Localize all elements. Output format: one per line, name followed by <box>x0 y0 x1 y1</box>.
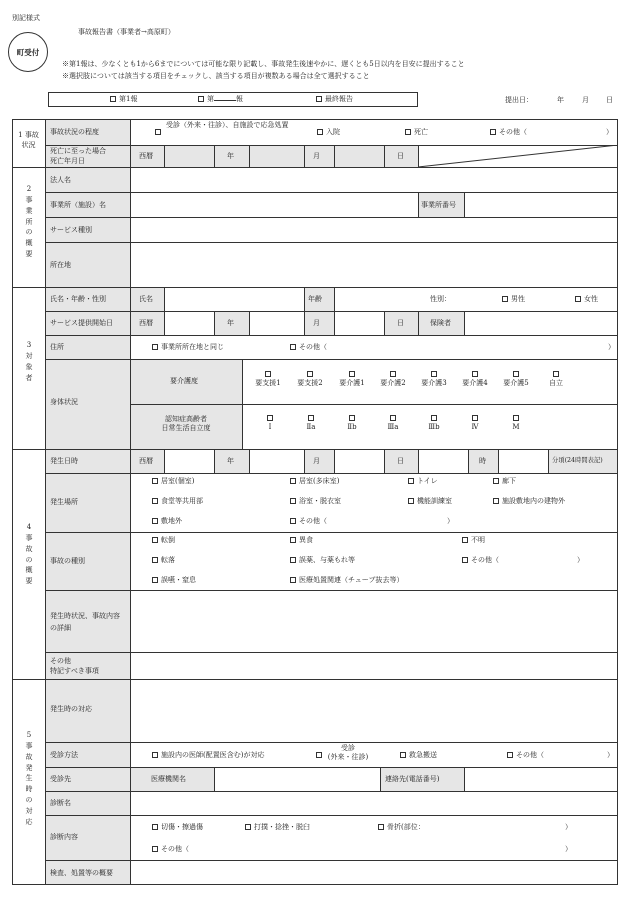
place-option[interactable]: 居室(個室) <box>152 477 194 486</box>
accident-degree-label: 事故状況の程度 <box>50 128 99 136</box>
detail-label: 発生時状況、事故内容 の詳細 <box>50 612 120 632</box>
opt-injury-label: 受診（外来・往診）、自施設で応急処置 <box>166 121 289 129</box>
type-option[interactable]: 誤薬、与薬もれ等 <box>290 556 355 565</box>
note-1: ※第1報は、少なくとも1から6までについては可能な限り記載し、事故発生後速やかに、遅くとも5日以内を目安に提出すること <box>62 60 465 68</box>
occur-era: 西暦 <box>139 457 153 465</box>
service-type-label: サービス種別 <box>50 226 92 234</box>
death-era: 西暦 <box>139 152 153 160</box>
checkbox[interactable] <box>553 371 559 377</box>
start-era: 西暦 <box>139 319 153 327</box>
checkbox[interactable] <box>349 415 355 421</box>
care-level-option[interactable]: 自立 <box>538 370 574 388</box>
care-level-option[interactable]: 要介護4 <box>457 370 493 388</box>
checkbox[interactable] <box>308 415 314 421</box>
checkbox[interactable] <box>290 478 296 484</box>
checkbox[interactable] <box>152 824 158 830</box>
method-option[interactable] <box>316 751 325 760</box>
checkbox[interactable] <box>290 537 296 543</box>
dementia-option[interactable]: Ⅲb <box>419 414 449 432</box>
diagnosis-label: 診断名 <box>50 799 71 807</box>
place-option[interactable]: 廊下 <box>493 477 516 486</box>
name-age-sex-label: 氏名・年齢・性別 <box>50 295 106 303</box>
residence-label: 住所 <box>50 343 64 351</box>
checkbox[interactable] <box>152 557 158 563</box>
care-level-option[interactable]: 要介護3 <box>416 370 452 388</box>
accident-type-label: 事故の種別 <box>50 557 85 565</box>
care-level-option[interactable]: 要介護2 <box>375 370 411 388</box>
destination-label: 受診先 <box>50 775 71 783</box>
service-start-label: サービス提供開始日 <box>50 319 113 327</box>
checkbox[interactable] <box>152 498 158 504</box>
clinic-label: 医療機関名 <box>151 775 186 783</box>
dementia-option[interactable]: Ⅳ <box>460 414 490 432</box>
opt-other[interactable]: その他（ <box>490 128 527 137</box>
checkbox[interactable] <box>290 498 296 504</box>
checkbox[interactable] <box>507 752 513 758</box>
name-label: 氏名 <box>139 295 153 303</box>
checkbox[interactable] <box>513 415 519 421</box>
dementia-label: 認知症高齢者 日常生活自立度 <box>161 415 211 433</box>
type-option[interactable]: 不明 <box>462 536 485 545</box>
care-level-option[interactable]: 要介護5 <box>498 370 534 388</box>
diagonal-slash <box>418 145 618 167</box>
checkbox[interactable] <box>316 96 322 102</box>
res-other-close: ） <box>608 343 615 351</box>
care-level-option[interactable]: 要支援1 <box>250 370 286 388</box>
checkbox[interactable] <box>575 296 581 302</box>
checkbox[interactable] <box>152 752 158 758</box>
occur-day: 日 <box>397 457 404 465</box>
age-label: 年齢 <box>308 295 322 303</box>
checkbox[interactable] <box>290 344 296 350</box>
occur-month: 月 <box>313 457 320 465</box>
occur-place-label: 発生場所 <box>50 498 78 506</box>
opt-death[interactable]: 死亡 <box>405 128 428 137</box>
section-4-label: 4事故の概要 <box>25 523 33 586</box>
submit-year: 年 <box>557 96 564 104</box>
submit-month: 月 <box>582 96 589 104</box>
checkbox[interactable] <box>110 96 116 102</box>
place-option[interactable]: 施設敷地内の建物外 <box>493 497 565 506</box>
sex-label: 性別： <box>430 295 451 303</box>
submit-day: 日 <box>606 96 613 104</box>
contact-label: 連絡先(電話番号) <box>385 775 440 783</box>
type-other-close: ） <box>577 556 584 564</box>
checkbox[interactable] <box>408 498 414 504</box>
checkbox[interactable] <box>431 415 437 421</box>
checkbox[interactable] <box>152 478 158 484</box>
death-date-label: 死亡に至った場合 死亡年月日 <box>50 147 106 166</box>
office-no-label: 事業所番号 <box>421 201 456 209</box>
method-other-close: ） <box>607 751 614 759</box>
checkbox[interactable] <box>462 537 468 543</box>
place-other-close: ） <box>447 517 454 525</box>
diag-option[interactable]: 切傷・擦過傷 <box>152 823 203 832</box>
checkbox[interactable] <box>405 129 411 135</box>
method-option[interactable]: 救急搬送 <box>400 751 437 760</box>
checkbox[interactable] <box>267 415 273 421</box>
opt-other-close: ） <box>606 128 613 136</box>
checkbox[interactable] <box>198 96 204 102</box>
res-other[interactable]: その他（ <box>290 343 327 352</box>
diag-option[interactable]: 打撲・捻挫・脱臼 <box>245 823 310 832</box>
checkbox[interactable] <box>152 344 158 350</box>
type-option[interactable]: 転落 <box>152 556 175 565</box>
section-1-label: 1 事故 状況 <box>18 131 39 149</box>
checkbox[interactable] <box>152 518 158 524</box>
death-year: 年 <box>227 152 234 160</box>
checkbox[interactable] <box>408 478 414 484</box>
section-3-label: 3対象者 <box>25 341 33 382</box>
checkbox[interactable] <box>431 371 437 377</box>
diag-other-close: ） <box>565 845 572 853</box>
physical-label: 身体状況 <box>50 398 78 406</box>
res-same[interactable]: 事業所所在地と同じ <box>152 343 224 352</box>
report-first[interactable]: 第1報 <box>110 95 137 104</box>
checkbox[interactable] <box>316 752 322 758</box>
checkbox[interactable] <box>490 129 496 135</box>
care-level-option[interactable]: 要支援2 <box>292 370 328 388</box>
method-option[interactable]: その他（ <box>507 751 544 760</box>
section-5-label: 5事故発生時の対応 <box>25 731 33 826</box>
dementia-option[interactable]: Ⅰ <box>255 414 285 432</box>
care-level-label: 要介護度 <box>170 377 198 385</box>
section-2-label: 2事業所の概要 <box>25 185 33 259</box>
checkbox[interactable] <box>349 371 355 377</box>
occur-minute: 分頃(24時間表記) <box>552 457 603 464</box>
place-option[interactable]: 居室(多床室) <box>290 477 339 486</box>
corp-name-label: 法人名 <box>50 176 71 184</box>
dementia-option[interactable]: Ⅲa <box>378 414 408 432</box>
method-visit-label: 受診 (外来・往診) <box>327 744 369 762</box>
place-option[interactable]: 機能訓練室 <box>408 497 452 506</box>
note-2: ※選択肢については該当する項目をチェックし、該当する項目が複数ある場合は全て選択すること <box>62 72 370 80</box>
checkbox[interactable] <box>290 518 296 524</box>
place-option[interactable]: 食堂等共用部 <box>152 497 203 506</box>
checkbox[interactable] <box>378 824 384 830</box>
checkbox[interactable] <box>462 557 468 563</box>
reception-stamp: 町受付 <box>8 32 48 72</box>
submit-label: 提出日： <box>505 96 533 104</box>
checkbox[interactable] <box>400 752 406 758</box>
type-option[interactable]: 医療処置関連（チューブ抜去等） <box>290 576 403 585</box>
checkbox[interactable] <box>502 296 508 302</box>
dementia-option[interactable]: Ⅱa <box>296 414 326 432</box>
type-option[interactable]: その他（ <box>462 556 499 565</box>
diag-fracture-close: ） <box>565 823 572 831</box>
type-option[interactable]: 誤嚥・窒息 <box>152 576 196 585</box>
response-label: 発生時の対応 <box>50 705 92 713</box>
report-nth[interactable]: 第 報 <box>198 95 243 104</box>
diag-option[interactable]: 骨折(部位： <box>378 823 425 832</box>
place-option[interactable]: 浴室・脱衣室 <box>290 497 341 506</box>
care-level-option[interactable]: 要介護1 <box>334 370 370 388</box>
checkbox[interactable] <box>472 415 478 421</box>
checkbox[interactable] <box>390 415 396 421</box>
checkbox[interactable] <box>493 478 499 484</box>
type-option[interactable]: 異食 <box>290 536 313 545</box>
start-day: 日 <box>397 319 404 327</box>
checkbox[interactable] <box>152 577 158 583</box>
checkbox[interactable] <box>290 577 296 583</box>
checkbox[interactable] <box>265 371 271 377</box>
checkbox[interactable] <box>513 371 519 377</box>
checkbox[interactable] <box>155 129 161 135</box>
dementia-option[interactable]: Ⅱb <box>337 414 367 432</box>
form-title: 事故報告書（事業者→高原町） <box>78 28 175 36</box>
occur-year: 年 <box>227 457 234 465</box>
checkbox[interactable] <box>317 129 323 135</box>
form-label: 別記様式 <box>12 14 40 22</box>
checkbox[interactable] <box>472 371 478 377</box>
diagnosis-content-label: 診断内容 <box>50 833 78 841</box>
occur-date-label: 発生日時 <box>50 457 78 465</box>
insurer-label: 保険者 <box>430 319 451 327</box>
other-notes-label: その他 特記すべき事項 <box>50 657 99 676</box>
place-option[interactable]: 敷地外 <box>152 517 182 526</box>
place-option[interactable]: トイレ <box>408 477 438 486</box>
checkbox[interactable] <box>307 371 313 377</box>
checkbox[interactable] <box>390 371 396 377</box>
report-final[interactable]: 最終報告 <box>316 95 353 104</box>
occur-hour: 時 <box>479 457 486 465</box>
opt-hospital[interactable]: 入院 <box>317 128 340 137</box>
office-name-label: 事業所（施設）名 <box>50 201 106 209</box>
death-month: 月 <box>313 152 320 160</box>
opt-injury[interactable] <box>155 128 164 137</box>
address-label: 所在地 <box>50 261 71 269</box>
method-label: 受診方法 <box>50 751 78 759</box>
start-month: 月 <box>313 319 320 327</box>
checkbox[interactable] <box>245 824 251 830</box>
checkbox[interactable] <box>152 537 158 543</box>
checkbox[interactable] <box>290 557 296 563</box>
death-day: 日 <box>397 152 404 160</box>
sex-female[interactable]: 女性 <box>575 295 598 304</box>
sex-male[interactable]: 男性 <box>502 295 525 304</box>
dementia-option[interactable]: M <box>501 414 531 432</box>
place-option[interactable]: その他（ <box>290 517 327 526</box>
checkbox[interactable] <box>152 846 158 852</box>
type-option[interactable]: 転倒 <box>152 536 175 545</box>
exam-label: 検査、処置等の概要 <box>50 869 113 877</box>
method-option[interactable]: 施設内の医師(配置医含む)が対応 <box>152 751 264 760</box>
start-year: 年 <box>227 319 234 327</box>
diag-option[interactable]: その他（ <box>152 845 189 854</box>
checkbox[interactable] <box>493 498 499 504</box>
